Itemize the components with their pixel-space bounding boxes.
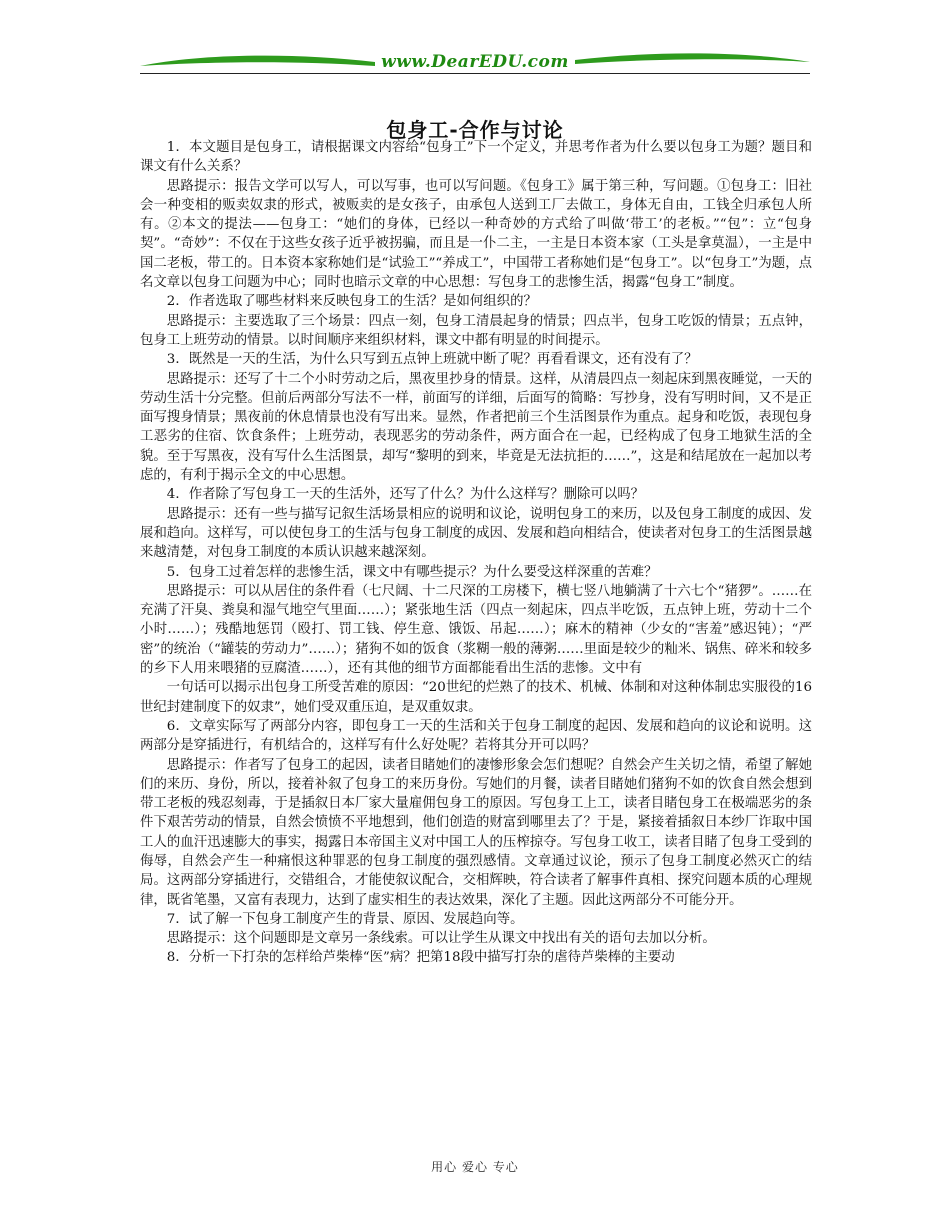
page-title: 包身工-合作与讨论	[386, 118, 564, 142]
paragraph: 思路提示：可以从居住的条件看（七尺阔、十二尺深的工房楼下，横七竖八地躺满了十六七个“猪猡”。……在充满了汗臭、粪臭和湿气地空气里面……）；紧张地生活（四点一刻起床，四点半吃饭，五点钟上班，劳动十二个小时……）；残酷地惩罚（殴打、罚工钱、停生意、饿饭、吊起……）；麻木的精神（少女的“害羞”感迟钝）；“严密”的统治（“罐装的劳动力”……）；猪狗不如的饭食（浆糊一般的薄粥……里面是较少的籼米、锅焦、碎米和较多的乡下人用来喂猪的豆腐渣……），还有其他的细节方面都能看出生活的悲惨。文中有	[140, 583, 812, 677]
paragraph: 2．作者选取了哪些材料来反映包身工的生活？是如何组织的？	[166, 294, 537, 310]
paragraph: 思路提示：这个问题即是文章另一条线索。可以让学生从课文中找出有关的语句去加以分析。	[166, 931, 716, 947]
paragraph: 思路提示：作者写了包身工的起因，读者目睹她们的凄惨形象会怎们想呢？自然会产生关切之情，希望了解她们的来历、身份，所以，接着补叙了包身工的来历身份。写她们的月餐，读者目睹她们猪狗不如的饮食自然会想到带工老板的残忍刻毒，于是插叙日本厂家大量雇佣包身工的原因。写包身工上工，读者目睹包身工在极端恶劣的条件下艰苦劳动的情景，自然会愤愤不平地想到，他们创造的财富到哪里去了？于是，紧接着插叙日本纱厂诈取中国工人的血汗迅速膨大的事实，揭露日本帝国主义对中国工人的压榨掠夺。写包身工收工，读者目睹了包身工受到的侮辱，自然会产生一种痛恨这种罪恶的包身工制度的强烈感情。文章通过议论，预示了包身工制度必然灭亡的结局。这两部分穿插进行，交错组合，才能使叙议配合，交相辉映，符合读者了解事件真相、探究问题本质的心理规律，既省笔墨，又富有表现力，达到了虚实相生的表达效果，深化了主题。因此这两部分不可能分开。	[140, 757, 812, 908]
page-footer: 用心 爱心 专心	[431, 1160, 519, 1174]
paragraph: 6．文章实际写了两部分内容，即包身工一天的生活和关于包身工制度的起因、发展和趋向的议论和说明。这两部分是穿插进行，有机结合的，这样写有什么好处呢？若将其分开可以吗？	[140, 718, 812, 754]
paragraph: 3．既然是一天的生活，为什么只写到五点钟上班就中断了呢？再看看课文，还有没有了？	[166, 352, 698, 368]
site-logo-text: www.DearEDU.com	[381, 52, 569, 72]
paragraph: 思路提示：报告文学可以写人，可以写事，也可以写问题。《包身工》属于第三种，写问题。①包身工：旧社会一种变相的贩卖奴隶的形式，被贩卖的是女孩子，由承包人送到工厂去做工，身体无自由，工钱全归承包人所有。②本文的提法——包身工：“她们的身体，已经以一种奇妙的方式给了叫做‘带工’的老板。”“包”：立“包身契”。“奇妙”：不仅在于这些女孩子近乎被拐骗，而且是一仆二主，一主是日本资本家（工头是拿莫温），一主是中国二老板，带工的。日本资本家称她们是“试验工”“养成工”，中国带工者称她们是“包身工”。以“包身工”为题，点名文章以包身工问题为中心；同时也暗示文章的中心思想：写包身工的悲惨生活，揭露“包身工”制度。	[140, 178, 812, 291]
header-divider	[140, 73, 810, 74]
paragraph: 4．作者除了写包身工一天的生活外，还写了什么？为什么这样写？删除可以吗？	[166, 487, 644, 503]
paragraph: 7．试了解一下包身工制度产生的背景、原因、发展趋向等。	[166, 911, 524, 927]
paragraph: 思路提示：还写了十二个小时劳动之后，黑夜里抄身的情景。这样，从清晨四点一刻起床到黑夜睡觉，一天的劳动生活十分完整。但前后两部分写法不一样，前面写的详细，后面写的简略：写抄身，没有写明时间，又不是正面写搜身情景；黑夜前的休息情景也没有写出来。显然，作者把前三个生活图景作为重点。起身和吃饭，表现包身工恶劣的住宿、饮食条件；上班劳动，表现恶劣的劳动条件，两方面合在一起，已经构成了包身工地狱生活的全貌。至于写黑夜，没有写什么生活图景，却写“黎明的到来，毕竟是无法抗拒的……”，这是和结尾放在一起加以考虑的，有利于揭示全文的中心思想。	[140, 371, 812, 484]
paragraph: 思路提示：主要选取了三个场景：四点一刻，包身工清晨起身的情景；四点半，包身工吃饭的情景；五点钟，包身工上班劳动的情景。以时间顺序来组织材料，课文中都有明显的时间提示。	[140, 313, 812, 348]
paragraph: 思路提示：还有一些与描写记叙生活场景相应的说明和议论，说明包身工的来历，以及包身工制度的成因、发展和趋向。这样写，可以使包身工的生活与包身工制度的成因、发展和趋向相结合，使读者对包身工的生活图景越来越清楚，对包身工制度的本质认识越来越深刻。	[140, 506, 812, 561]
paragraph: 一句话可以揭示出包身工所受苦难的原因：“20世纪的烂熟了的技术、机械、体制和对这种体制忠实服役的16世纪封建制度下的奴隶”，她们受双重压迫，是双重奴隶。	[140, 680, 812, 715]
document-body	[140, 138, 812, 1118]
paragraph: 1．本文题目是包身工，请根据课文内容给“包身工”下一个定义，并思考作者为什么要以包身工为题？题目和课文有什么关系？	[140, 140, 812, 175]
paragraph: 8．分析一下打杂的怎样给芦柴棒“医”病？把第18段中描写打杂的虐待芦柴棒的主要动	[166, 950, 675, 966]
paragraph: 5．包身工过着怎样的悲惨生活，课文中有哪些提示？为什么要受这样深重的苦难？	[166, 564, 658, 580]
